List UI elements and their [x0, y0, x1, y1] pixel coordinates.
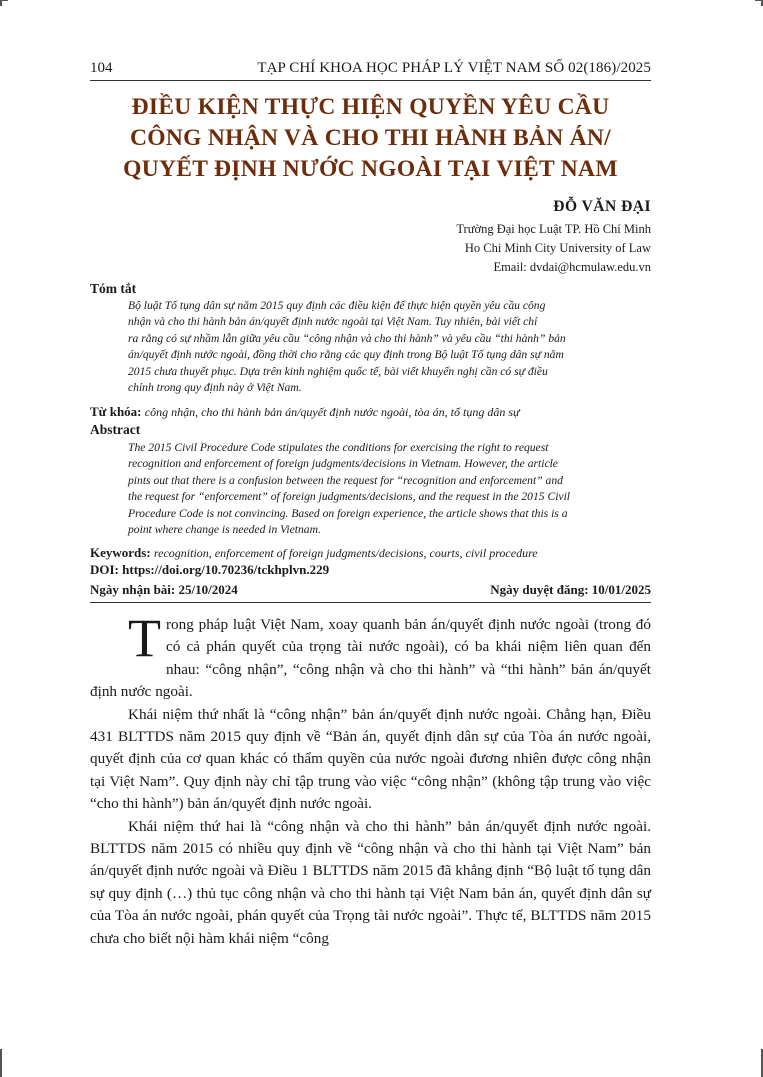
- paragraph-text: rong pháp luật Việt Nam, xoay quanh bản án/quyết định nước ngoài (trong đó có cả phán quyết của trọng tài nước ngoài), có ba khái niệm liên quan đến nhau: “công nhận”, “công nhận và cho thi hành” và “thi hành” bản án/quyết định nước ngoài.: [90, 616, 651, 701]
- abstract-line: ra rằng có sự nhầm lẫn giữa yêu cầu “công nhận và cho thi hành” và yêu cầu “thi hành” bản: [128, 331, 566, 345]
- abstract-line: chỉnh trong quy định này ở Việt Nam.: [128, 381, 302, 395]
- submission-dates: [90, 580, 651, 603]
- keywords-text: recognition, enforcement of foreign judgments/decisions, courts, civil procedure: [153, 546, 538, 560]
- abstract-line: The 2015 Civil Procedure Code stipulates the conditions for exercising the right to request: [128, 441, 549, 454]
- abstract-line: 2015 chưa thuyết phục. Dựa trên kinh nghiệm quốc tế, bài viết khuyến nghị cần có sự điều: [128, 364, 548, 378]
- abstract-line: nhận và cho thi hành bản án/quyết định nước ngoài tại Việt Nam. Tuy nhiên, bài viết chỉ: [128, 315, 538, 329]
- vi-abstract-text: [128, 298, 651, 396]
- drop-cap: T: [128, 608, 161, 668]
- crop-mark: [755, 0, 763, 1]
- abstract-line: point where change is needed in Vietnam.: [128, 523, 321, 537]
- abstract-line: Procedure Code is not convincing. Based on foreign experience, the article shows that this is a: [128, 506, 568, 520]
- keywords-text: công nhận, cho thi hành bản án/quyết định nước ngoài, tòa án, tố tụng dân sự: [144, 405, 520, 419]
- keywords-label: Từ khóa:: [90, 404, 142, 419]
- abstract-line: án/quyết định nước ngoài, đồng thời cho rằng các quy định trong Bộ luật Tố tụng dân sự năm: [128, 348, 564, 362]
- author-affiliation: [456, 220, 651, 277]
- crop-mark: [0, 1049, 2, 1077]
- vi-keywords: [90, 404, 651, 420]
- page-number: 104: [90, 60, 113, 76]
- vi-abstract-heading: Tóm tắt: [90, 281, 137, 296]
- crop-mark: [0, 0, 8, 1]
- received-date: Ngày nhận bài: 25/10/2024: [90, 582, 238, 597]
- author-email: Email: dvdai@hcmulaw.edu.vn: [493, 260, 651, 274]
- body-paragraph: Khái niệm thứ hai là “công nhận và cho thi hành” bản án/quyết định nước ngoài. BLTTDS năm 2015 có nhiều quy định về “công nhận và cho thi hành tại Việt Nam” bản án/quyết định nước ngoài và Điều 1 BLTTDS năm 2015 đã khẳng định “Bộ luật tố tụng dân sự quy định (…) thủ tục công nhận và cho thi hành tại Việt Nam bản án, quyết định dân sự của Tòa án nước ngoài, phán quyết của Trọng tài nước ngoài”. Thực tế, BLTTDS năm 2015 chưa cho biết nội hàm khái niệm “công: [90, 817, 651, 947]
- title-line: CÔNG NHẬN VÀ CHO THI HÀNH BẢN ÁN/: [129, 125, 612, 151]
- en-abstract-heading: Abstract: [90, 422, 141, 437]
- affiliation-en: Ho Chi Minh City University of Law: [464, 241, 651, 255]
- article-title: [90, 92, 651, 185]
- doi-link[interactable]: DOI: https://doi.org/10.70236/tckhplvn.229: [90, 562, 330, 577]
- running-header: [90, 58, 651, 81]
- journal-title: TẠP CHÍ KHOA HỌC PHÁP LÝ VIỆT NAM SỐ 02(186)/2025: [257, 60, 651, 76]
- accepted-date: Ngày duyệt đăng: 10/01/2025: [490, 582, 651, 597]
- abstract-line: recognition and enforcement of foreign judgments/decisions in Vietnam. However, the article: [128, 457, 558, 471]
- abstract-line: Bộ luật Tố tụng dân sự năm 2015 quy định các điều kiện để thực hiện quyền yêu cầu công: [128, 299, 546, 312]
- body-paragraph: [90, 608, 651, 704]
- author-name: ĐỖ VĂN ĐẠI: [553, 198, 651, 215]
- body-paragraph: Khái niệm thứ nhất là “công nhận” bản án/quyết định nước ngoài. Chẳng hạn, Điều 431 BLTTDS năm 2015 quy định về “Bản án, quyết định dân sự của Tòa án nước ngoài, quyết định của cơ quan khác có thẩm quyền của nước ngoài đương nhiên được công nhận tại Việt Nam”. Quy định này chỉ tập trung vào việc “công nhận” (không tập trung vào việc “cho thi hành”) bản án/quyết định nước ngoài.: [90, 705, 651, 813]
- title-line: QUYẾT ĐỊNH NƯỚC NGOÀI TẠI VIỆT NAM: [123, 156, 618, 182]
- article-body: [90, 608, 651, 950]
- en-abstract-text: [128, 440, 651, 538]
- affiliation-vi: Trường Đại học Luật TP. Hồ Chí Minh: [456, 222, 651, 236]
- title-line: ĐIỀU KIỆN THỰC HIỆN QUYỀN YÊU CẦU: [131, 94, 610, 120]
- abstract-line: the request for “enforcement” of foreign judgments/decisions, and the request in the 2015 Civil: [128, 490, 571, 504]
- keywords-label: Keywords:: [90, 545, 151, 560]
- abstract-line: pints out that there is a confusion between the request for “recognition and enforcement” and: [128, 473, 563, 487]
- en-keywords: [90, 545, 651, 561]
